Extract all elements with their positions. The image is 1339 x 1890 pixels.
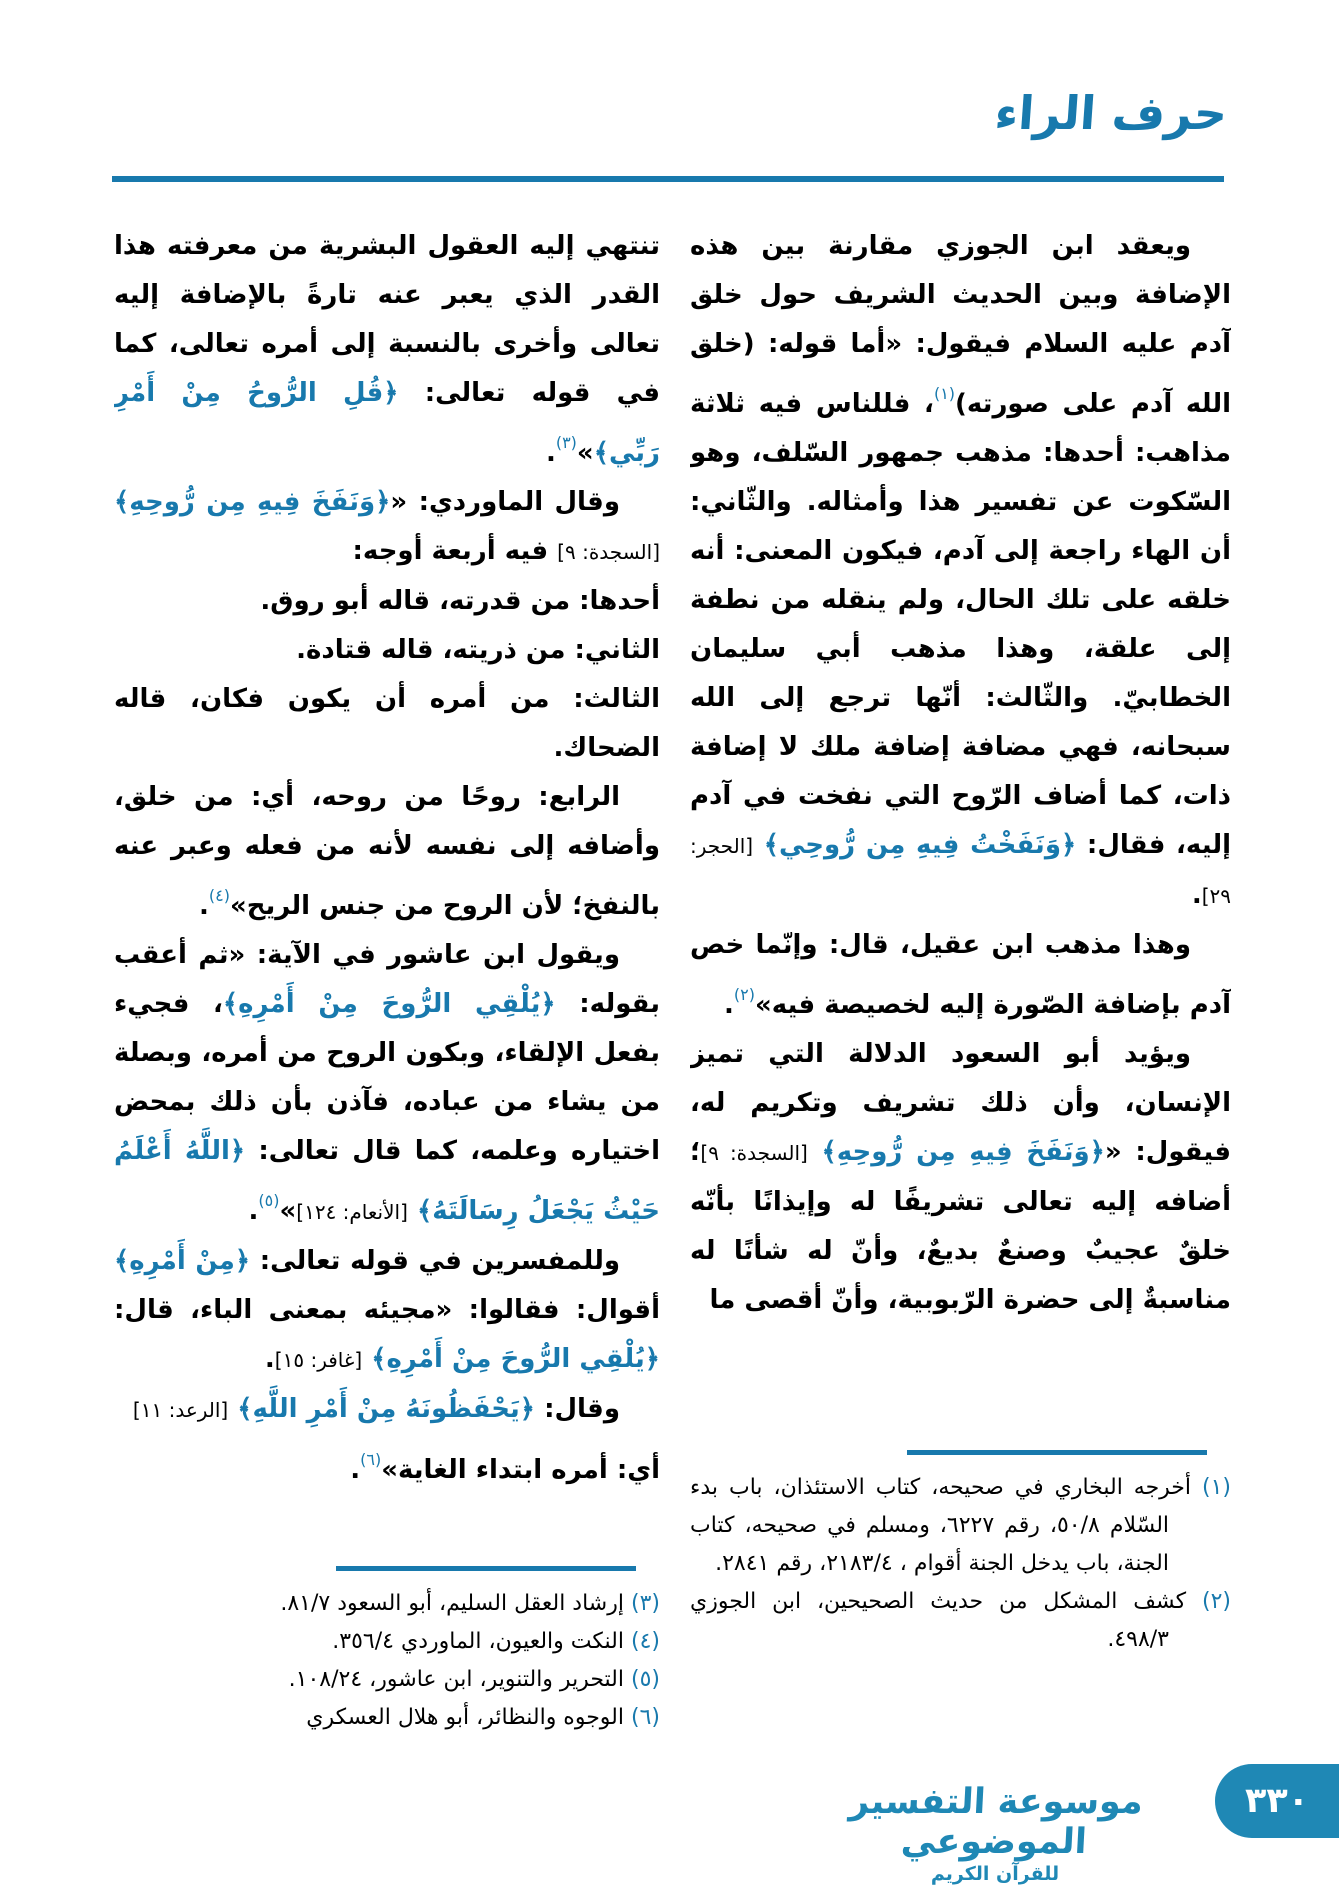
body-text: وقال الماوردي: « xyxy=(390,487,620,517)
body-text: ، فللناس فيه ثلاثة مذاهب: أحدها: مذهب جمهور السّلف، وهو السّكوت عن تفسير هذا وأمثاله. والثّاني: أن الهاء راجعة إلى آدم، فيكون المعنى: أنه خلقه على تلك الحال، ولم ينقله من نطفة إلى علقة، وهذا مذهب أبي سليمان الخطابيّ. والثّالث: أنّها ترجع إلى الله سبحانه، فهي مضافة إضافة ملك لا إضافة ذات، كما أضاف الرّوح التي نفخت في آدم إليه، فقال: xyxy=(690,389,1231,860)
body-text: الثاني: من ذريته، قاله قتادة. xyxy=(296,635,660,665)
column-right xyxy=(690,222,1231,1444)
body-text: . xyxy=(248,1196,259,1226)
quran-verse: ﴿وَنَفَخَ فِيهِ مِن رُّوحِهِ﴾ xyxy=(114,487,391,517)
body-text: ؛ أضافه إليه تعالى تشريفًا له وإيذانًا بأنّه خلقٌ عجيبٌ وصنعٌ بديعٌ، وأنّ له شأنًا له مناسبةٌ إلى حضرة الرّبوبية، وأنّ أقصى ما xyxy=(690,1137,1231,1315)
footnote-number: (٦) xyxy=(630,1705,660,1730)
quran-verse: ﴿وَنَفَخَ فِيهِ مِن رُّوحِهِ﴾ xyxy=(821,1137,1105,1167)
verse-reference: [الحجر: ٢٩] xyxy=(690,834,1231,908)
header-rule xyxy=(112,176,1224,182)
body-text: أحدها: من قدرته، قاله أبو روق. xyxy=(260,586,660,616)
paragraph xyxy=(114,577,660,626)
footnote xyxy=(690,1583,1231,1659)
paragraph xyxy=(114,773,660,931)
body-text: وللمفسرين في قوله تعالى: xyxy=(250,1246,620,1276)
footnote-number: (١) xyxy=(1201,1475,1231,1500)
body-text xyxy=(228,1394,237,1424)
body-text: . xyxy=(1191,880,1202,910)
footnote-marker: (٢) xyxy=(733,985,755,1004)
footnote xyxy=(690,1469,1231,1583)
footnote xyxy=(114,1623,660,1661)
body-text: الرابع: روحًا من روحه، أي: من خلق، وأضافه إلى نفسه لأنه من فعله وعبر عنه بالنفخ؛ لأن الروح من جنس الريح» xyxy=(114,782,660,921)
footnote-number: (٢) xyxy=(1201,1589,1231,1614)
footnote-marker: (٤) xyxy=(208,886,230,905)
footnote xyxy=(114,1585,660,1623)
footnote-marker: (٥) xyxy=(258,1191,280,1210)
footnote xyxy=(114,1661,660,1699)
paragraph xyxy=(114,1237,660,1385)
footnote-text: النكت والعيون، الماوردي ٣٥٦/٤. xyxy=(332,1629,631,1654)
body-text: ، فجيء بفعل الإلقاء، وبكون الروح من أمره، وبصلة من يشاء من عباده، فآذن بأن ذلك بمحض اختياره وعلمه، كما قال تعالى: xyxy=(114,989,660,1166)
paragraph xyxy=(114,478,660,577)
body-text xyxy=(362,1344,371,1374)
body-text: ويؤيد أبو السعود الدلالة التي تميز الإنسان، وأن ذلك تشريف وتكريم له، فيقول: « xyxy=(690,1039,1231,1167)
paragraph xyxy=(114,222,660,478)
paragraph xyxy=(114,931,660,1237)
quran-verse: ﴿يَحْفَظُونَهُ مِنْ أَمْرِ اللَّهِ﴾ xyxy=(237,1394,536,1424)
body-text: . xyxy=(723,990,734,1020)
quran-verse: ﴿اللَّهُ أَعْلَمُ حَيْثُ يَجْعَلُ رِسَالَتَهُ﴾ xyxy=(114,1136,660,1226)
body-text: . xyxy=(264,1344,275,1374)
paragraph xyxy=(114,1435,660,1495)
body-text: تنتهي إليه العقول البشرية من معرفته هذا القدر الذي يعبر عنه تارةً بالإضافة إليه تعالى وأخرى بالنسبة إلى أمره تعالى، كما في قوله تعالى: xyxy=(114,231,660,408)
body-text: وقال: xyxy=(535,1394,620,1424)
body-text: أي: أمره ابتداء الغاية» xyxy=(381,1455,660,1485)
footnote-text: الوجوه والنظائر، أبو هلال العسكري xyxy=(306,1705,631,1730)
footnote-marker: (٣) xyxy=(555,433,577,452)
footnotes-left xyxy=(114,1566,660,1737)
body-text: فيه أربعة أوجه: xyxy=(352,536,558,566)
body-text: . xyxy=(198,891,209,921)
footnote-text: إرشاد العقل السليم، أبو السعود ٨١/٧. xyxy=(280,1591,631,1616)
quran-verse: ﴿يُلْقِي الرُّوحَ مِنْ أَمْرِهِ﴾ xyxy=(222,989,556,1019)
body-text: » xyxy=(576,438,594,468)
paragraph xyxy=(690,222,1231,921)
body-text: » xyxy=(279,1196,297,1226)
chapter-title: حرف الراء xyxy=(992,86,1229,140)
footnote xyxy=(114,1699,660,1737)
footnote-separator xyxy=(907,1450,1207,1455)
footnote-number: (٣) xyxy=(630,1591,660,1616)
quran-verse: ﴿وَنَفَخْتُ فِيهِ مِن رُّوحِي﴾ xyxy=(763,830,1077,860)
body-text: أقوال: فقالوا: «مجيئه بمعنى الباء، قال: xyxy=(114,1295,660,1325)
paragraph xyxy=(114,626,660,675)
body-text: . xyxy=(545,438,556,468)
body-text: ويقول ابن عاشور في الآية: «ثم أعقب بقوله: xyxy=(114,940,660,1019)
paragraph xyxy=(114,1385,660,1435)
body-text: الثالث: من أمره أن يكون فكان، قاله الضحاك. xyxy=(114,684,660,763)
column-left xyxy=(114,222,660,1566)
publisher-logo-title: موسوعة التفسير الموضوعي xyxy=(848,1782,1144,1862)
verse-reference: [السجدة: ٩] xyxy=(557,540,660,564)
verse-reference: [السجدة: ٩] xyxy=(700,1141,808,1165)
footnote-text: التحرير والتنوير، ابن عاشور، ١٠٨/٢٤. xyxy=(288,1667,631,1692)
footnote-number: (٥) xyxy=(630,1667,660,1692)
verse-reference: [الأنعام: ١٢٤] xyxy=(296,1200,408,1224)
paragraph xyxy=(690,921,1231,1030)
paragraph xyxy=(114,675,660,773)
body-text xyxy=(808,1137,822,1167)
footnote-text: كشف المشكل من حديث الصحيحين، ابن الجوزي ٤٩٨/٣. xyxy=(690,1589,1202,1652)
footnotes-right xyxy=(690,1450,1231,1659)
body-text xyxy=(753,830,764,860)
footnote-separator xyxy=(336,1566,636,1571)
quran-verse: ﴿مِنْ أَمْرِهِ﴾ xyxy=(114,1246,251,1276)
footnote-list-left xyxy=(114,1585,660,1737)
body-text: وهذا مذهب ابن عقيل، قال: وإنّما خص آدم بإضافة الصّورة إليه لخصيصة فيه» xyxy=(690,930,1231,1020)
footnote-marker: (٦) xyxy=(360,1450,382,1469)
verse-reference: [الرعد: ١١] xyxy=(132,1398,229,1422)
footnote-marker: (١) xyxy=(933,384,956,403)
body-text: . xyxy=(350,1455,361,1485)
verse-reference: [غافر: ١٥] xyxy=(274,1348,363,1372)
publisher-logo xyxy=(812,1782,1178,1885)
quran-verse: ﴿قُلِ الرُّوحُ مِنْ أَمْرِ رَبِّي﴾ xyxy=(114,378,660,468)
body-text: ويعقد ابن الجوزي مقارنة بين هذه الإضافة وبين الحديث الشريف حول خلق آدم عليه السلام فيقول: «أما قوله: (خلق الله آدم على صورته) xyxy=(690,231,1231,419)
footnote-list-right xyxy=(690,1469,1231,1659)
page-number: ٣٣٠ xyxy=(1244,1781,1310,1821)
publisher-logo-subtitle: للقرآن الكريم xyxy=(930,1863,1060,1885)
footnote-number: (٤) xyxy=(630,1629,660,1654)
footnote-text: أخرجه البخاري في صحيحه، كتاب الاستئذان، باب بدء السّلام ٥٠/٨، رقم ٦٢٢٧، ومسلم في صحيحه، كتاب الجنة، باب يدخل الجنة أقوام ، ٢١٨٣/٤، رقم ٢٨٤١. xyxy=(690,1475,1202,1576)
page-number-badge xyxy=(1215,1764,1339,1838)
quran-verse: ﴿يُلْقِي الرُّوحَ مِنْ أَمْرِهِ﴾ xyxy=(371,1344,660,1374)
body-text xyxy=(408,1196,417,1226)
paragraph xyxy=(690,1030,1231,1325)
